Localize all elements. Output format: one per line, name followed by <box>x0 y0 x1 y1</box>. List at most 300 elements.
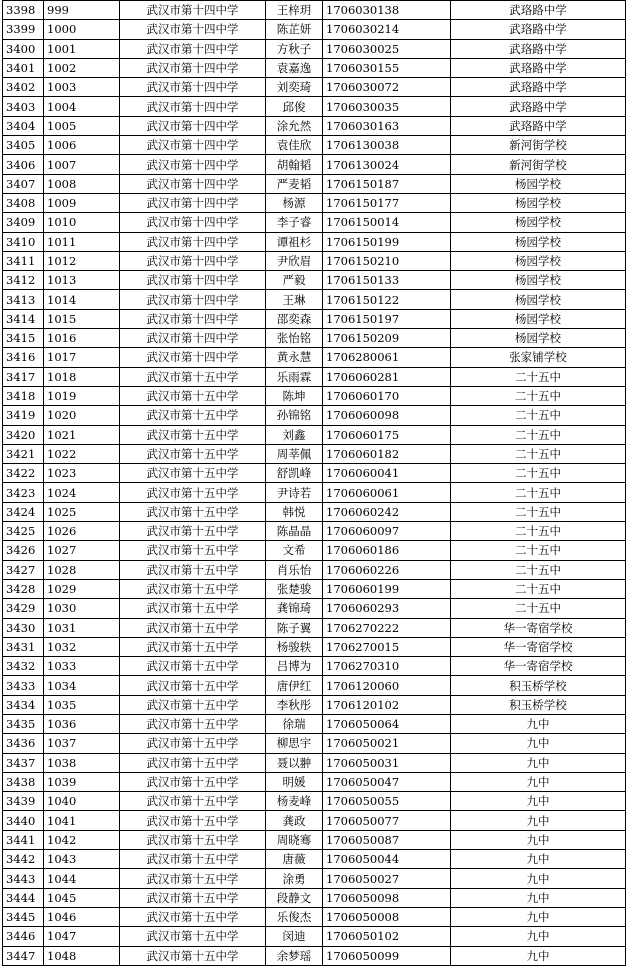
student-id-cell: 1706050098 <box>323 888 451 907</box>
row-index-cell: 3434 <box>3 695 44 714</box>
table-row <box>3 213 626 232</box>
table-row <box>3 251 626 270</box>
table-row <box>3 869 626 888</box>
sequence-cell: 1009 <box>44 193 120 212</box>
sequence-cell: 1022 <box>44 444 120 463</box>
sequence-cell: 1027 <box>44 541 120 560</box>
student-id-cell: 1706060226 <box>323 560 451 579</box>
table-row <box>3 927 626 946</box>
student-id-cell: 1706150197 <box>323 309 451 328</box>
origin-school-cell: 华一寄宿学校 <box>451 637 626 656</box>
table-row <box>3 753 626 772</box>
school-cell: 武汉市第十四中学 <box>120 329 266 348</box>
student-id-cell: 1706150177 <box>323 193 451 212</box>
student-id-cell: 1706030163 <box>323 116 451 135</box>
origin-school-cell: 二十五中 <box>451 483 626 502</box>
sequence-cell: 999 <box>44 1 120 20</box>
sequence-cell: 1033 <box>44 657 120 676</box>
school-cell: 武汉市第十五中学 <box>120 657 266 676</box>
student-name-cell: 段静文 <box>266 888 323 907</box>
row-index-cell: 3417 <box>3 367 44 386</box>
origin-school-cell: 张家铺学校 <box>451 348 626 367</box>
sequence-cell: 1000 <box>44 20 120 39</box>
row-index-cell: 3421 <box>3 444 44 463</box>
sequence-cell: 1039 <box>44 772 120 791</box>
student-id-cell: 1706050027 <box>323 869 451 888</box>
origin-school-cell: 二十五中 <box>451 522 626 541</box>
sequence-cell: 1019 <box>44 386 120 405</box>
student-name-cell: 陈子翼 <box>266 618 323 637</box>
table-row <box>3 618 626 637</box>
school-cell: 武汉市第十五中学 <box>120 444 266 463</box>
school-cell: 武汉市第十五中学 <box>120 907 266 926</box>
student-id-cell: 1706150122 <box>323 290 451 309</box>
table-row <box>3 271 626 290</box>
sequence-cell: 1016 <box>44 329 120 348</box>
sequence-cell: 1035 <box>44 695 120 714</box>
student-id-cell: 1706060098 <box>323 406 451 425</box>
origin-school-cell: 九中 <box>451 850 626 869</box>
sequence-cell: 1015 <box>44 309 120 328</box>
student-id-cell: 1706060182 <box>323 444 451 463</box>
school-cell: 武汉市第十五中学 <box>120 522 266 541</box>
student-id-cell: 1706150210 <box>323 251 451 270</box>
student-id-cell: 1706050044 <box>323 850 451 869</box>
table-row <box>3 309 626 328</box>
table-row <box>3 155 626 174</box>
sequence-cell: 1030 <box>44 599 120 618</box>
table-row <box>3 579 626 598</box>
sequence-cell: 1042 <box>44 830 120 849</box>
student-id-cell: 1706130024 <box>323 155 451 174</box>
student-id-cell: 1706060041 <box>323 464 451 483</box>
sequence-cell: 1045 <box>44 888 120 907</box>
row-index-cell: 3404 <box>3 116 44 135</box>
table-row <box>3 444 626 463</box>
row-index-cell: 3444 <box>3 888 44 907</box>
origin-school-cell: 新河街学校 <box>451 136 626 155</box>
table-row <box>3 348 626 367</box>
student-id-cell: 1706120102 <box>323 695 451 714</box>
sequence-cell: 1025 <box>44 502 120 521</box>
origin-school-cell: 九中 <box>451 907 626 926</box>
table-row <box>3 772 626 791</box>
school-cell: 武汉市第十五中学 <box>120 502 266 521</box>
table-row <box>3 483 626 502</box>
origin-school-cell: 武珞路中学 <box>451 78 626 97</box>
student-id-cell: 1706060293 <box>323 599 451 618</box>
school-cell: 武汉市第十五中学 <box>120 618 266 637</box>
origin-school-cell: 杨园学校 <box>451 271 626 290</box>
student-name-cell: 张怡铭 <box>266 329 323 348</box>
student-name-cell: 聂以翀 <box>266 753 323 772</box>
origin-school-cell: 武珞路中学 <box>451 39 626 58</box>
student-name-cell: 严毅 <box>266 271 323 290</box>
student-id-cell: 1706050055 <box>323 792 451 811</box>
sequence-cell: 1028 <box>44 560 120 579</box>
sequence-cell: 1001 <box>44 39 120 58</box>
admission-table-body <box>3 1 626 966</box>
student-id-cell: 1706150209 <box>323 329 451 348</box>
student-id-cell: 1706030025 <box>323 39 451 58</box>
row-index-cell: 3441 <box>3 830 44 849</box>
school-cell: 武汉市第十四中学 <box>120 116 266 135</box>
table-row <box>3 1 626 20</box>
student-name-cell: 龚政 <box>266 811 323 830</box>
sequence-cell: 1012 <box>44 251 120 270</box>
school-cell: 武汉市第十五中学 <box>120 541 266 560</box>
table-row <box>3 541 626 560</box>
sequence-cell: 1004 <box>44 97 120 116</box>
origin-school-cell: 二十五中 <box>451 444 626 463</box>
student-id-cell: 1706030138 <box>323 1 451 20</box>
origin-school-cell: 武珞路中学 <box>451 97 626 116</box>
origin-school-cell: 杨园学校 <box>451 174 626 193</box>
table-row <box>3 290 626 309</box>
school-cell: 武汉市第十五中学 <box>120 946 266 965</box>
student-name-cell: 舒凯峰 <box>266 464 323 483</box>
origin-school-cell: 九中 <box>451 927 626 946</box>
student-name-cell: 周莘佩 <box>266 444 323 463</box>
row-index-cell: 3413 <box>3 290 44 309</box>
sequence-cell: 1043 <box>44 850 120 869</box>
school-cell: 武汉市第十五中学 <box>120 406 266 425</box>
sequence-cell: 1017 <box>44 348 120 367</box>
student-name-cell: 黄永慧 <box>266 348 323 367</box>
sequence-cell: 1006 <box>44 136 120 155</box>
origin-school-cell: 武珞路中学 <box>451 20 626 39</box>
origin-school-cell: 九中 <box>451 830 626 849</box>
sequence-cell: 1008 <box>44 174 120 193</box>
row-index-cell: 3411 <box>3 251 44 270</box>
origin-school-cell: 二十五中 <box>451 560 626 579</box>
school-cell: 武汉市第十五中学 <box>120 367 266 386</box>
student-name-cell: 柳思宇 <box>266 734 323 753</box>
student-id-cell: 1706050099 <box>323 946 451 965</box>
row-index-cell: 3436 <box>3 734 44 753</box>
table-row <box>3 502 626 521</box>
origin-school-cell: 二十五中 <box>451 579 626 598</box>
origin-school-cell: 九中 <box>451 811 626 830</box>
row-index-cell: 3432 <box>3 657 44 676</box>
sequence-cell: 1023 <box>44 464 120 483</box>
row-index-cell: 3440 <box>3 811 44 830</box>
origin-school-cell: 华一寄宿学校 <box>451 657 626 676</box>
student-name-cell: 韩悦 <box>266 502 323 521</box>
school-cell: 武汉市第十四中学 <box>120 348 266 367</box>
row-index-cell: 3400 <box>3 39 44 58</box>
row-index-cell: 3429 <box>3 599 44 618</box>
sequence-cell: 1005 <box>44 116 120 135</box>
student-name-cell: 周晓骞 <box>266 830 323 849</box>
table-row <box>3 20 626 39</box>
student-id-cell: 1706050031 <box>323 753 451 772</box>
student-id-cell: 1706050087 <box>323 830 451 849</box>
school-cell: 武汉市第十五中学 <box>120 676 266 695</box>
school-cell: 武汉市第十五中学 <box>120 753 266 772</box>
student-id-cell: 1706270310 <box>323 657 451 676</box>
table-row <box>3 946 626 965</box>
student-id-cell: 1706150187 <box>323 174 451 193</box>
table-row <box>3 193 626 212</box>
origin-school-cell: 九中 <box>451 792 626 811</box>
student-id-cell: 1706030214 <box>323 20 451 39</box>
admission-table <box>2 0 626 966</box>
origin-school-cell: 杨园学校 <box>451 309 626 328</box>
row-index-cell: 3408 <box>3 193 44 212</box>
origin-school-cell: 九中 <box>451 772 626 791</box>
student-id-cell: 1706060199 <box>323 579 451 598</box>
sequence-cell: 1046 <box>44 907 120 926</box>
school-cell: 武汉市第十四中学 <box>120 251 266 270</box>
row-index-cell: 3415 <box>3 329 44 348</box>
sequence-cell: 1034 <box>44 676 120 695</box>
student-id-cell: 1706280061 <box>323 348 451 367</box>
student-id-cell: 1706030035 <box>323 97 451 116</box>
school-cell: 武汉市第十五中学 <box>120 830 266 849</box>
student-id-cell: 1706050077 <box>323 811 451 830</box>
student-name-cell: 陈晶晶 <box>266 522 323 541</box>
student-name-cell: 邱俊 <box>266 97 323 116</box>
student-id-cell: 1706050021 <box>323 734 451 753</box>
origin-school-cell: 二十五中 <box>451 502 626 521</box>
student-name-cell: 刘鑫 <box>266 425 323 444</box>
student-id-cell: 1706150014 <box>323 213 451 232</box>
row-index-cell: 3405 <box>3 136 44 155</box>
sequence-cell: 1048 <box>44 946 120 965</box>
school-cell: 武汉市第十五中学 <box>120 483 266 502</box>
table-row <box>3 792 626 811</box>
row-index-cell: 3399 <box>3 20 44 39</box>
student-name-cell: 闵迪 <box>266 927 323 946</box>
origin-school-cell: 武珞路中学 <box>451 1 626 20</box>
row-index-cell: 3414 <box>3 309 44 328</box>
school-cell: 武汉市第十五中学 <box>120 850 266 869</box>
student-name-cell: 陈芷妍 <box>266 20 323 39</box>
school-cell: 武汉市第十四中学 <box>120 155 266 174</box>
row-index-cell: 3439 <box>3 792 44 811</box>
origin-school-cell: 九中 <box>451 753 626 772</box>
student-name-cell: 袁佳欣 <box>266 136 323 155</box>
table-row <box>3 406 626 425</box>
student-id-cell: 1706030155 <box>323 58 451 77</box>
sequence-cell: 1021 <box>44 425 120 444</box>
row-index-cell: 3403 <box>3 97 44 116</box>
origin-school-cell: 武珞路中学 <box>451 116 626 135</box>
student-name-cell: 文希 <box>266 541 323 560</box>
student-id-cell: 1706060242 <box>323 502 451 521</box>
table-row <box>3 734 626 753</box>
row-index-cell: 3419 <box>3 406 44 425</box>
table-row <box>3 560 626 579</box>
row-index-cell: 3431 <box>3 637 44 656</box>
row-index-cell: 3406 <box>3 155 44 174</box>
table-row <box>3 850 626 869</box>
origin-school-cell: 九中 <box>451 888 626 907</box>
student-name-cell: 李秋彤 <box>266 695 323 714</box>
row-index-cell: 3409 <box>3 213 44 232</box>
school-cell: 武汉市第十五中学 <box>120 734 266 753</box>
table-row <box>3 657 626 676</box>
school-cell: 武汉市第十五中学 <box>120 869 266 888</box>
student-id-cell: 1706060097 <box>323 522 451 541</box>
student-id-cell: 1706270222 <box>323 618 451 637</box>
student-name-cell: 杨麦峰 <box>266 792 323 811</box>
school-cell: 武汉市第十五中学 <box>120 425 266 444</box>
school-cell: 武汉市第十四中学 <box>120 309 266 328</box>
table-row <box>3 39 626 58</box>
student-id-cell: 1706050064 <box>323 714 451 733</box>
sequence-cell: 1018 <box>44 367 120 386</box>
sequence-cell: 1013 <box>44 271 120 290</box>
sequence-cell: 1047 <box>44 927 120 946</box>
origin-school-cell: 二十五中 <box>451 367 626 386</box>
school-cell: 武汉市第十四中学 <box>120 232 266 251</box>
table-row <box>3 811 626 830</box>
row-index-cell: 3424 <box>3 502 44 521</box>
table-row <box>3 136 626 155</box>
school-cell: 武汉市第十四中学 <box>120 39 266 58</box>
table-row <box>3 232 626 251</box>
sequence-cell: 1002 <box>44 58 120 77</box>
origin-school-cell: 二十五中 <box>451 425 626 444</box>
student-name-cell: 吕博为 <box>266 657 323 676</box>
origin-school-cell: 武珞路中学 <box>451 58 626 77</box>
school-cell: 武汉市第十五中学 <box>120 888 266 907</box>
origin-school-cell: 华一寄宿学校 <box>451 618 626 637</box>
origin-school-cell: 积玉桥学校 <box>451 676 626 695</box>
row-index-cell: 3433 <box>3 676 44 695</box>
student-name-cell: 刘奕琦 <box>266 78 323 97</box>
school-cell: 武汉市第十四中学 <box>120 20 266 39</box>
sequence-cell: 1029 <box>44 579 120 598</box>
origin-school-cell: 九中 <box>451 714 626 733</box>
student-name-cell: 涂允然 <box>266 116 323 135</box>
student-id-cell: 1706060061 <box>323 483 451 502</box>
table-row <box>3 174 626 193</box>
sequence-cell: 1037 <box>44 734 120 753</box>
student-name-cell: 尹欣眉 <box>266 251 323 270</box>
student-id-cell: 1706030072 <box>323 78 451 97</box>
student-name-cell: 王梓玥 <box>266 1 323 20</box>
row-index-cell: 3445 <box>3 907 44 926</box>
table-row <box>3 695 626 714</box>
school-cell: 武汉市第十四中学 <box>120 78 266 97</box>
student-name-cell: 涂勇 <box>266 869 323 888</box>
school-cell: 武汉市第十五中学 <box>120 927 266 946</box>
student-name-cell: 尹诗若 <box>266 483 323 502</box>
student-id-cell: 1706130038 <box>323 136 451 155</box>
row-index-cell: 3427 <box>3 560 44 579</box>
table-row <box>3 599 626 618</box>
table-row <box>3 676 626 695</box>
row-index-cell: 3416 <box>3 348 44 367</box>
student-name-cell: 严麦韬 <box>266 174 323 193</box>
sequence-cell: 1011 <box>44 232 120 251</box>
sequence-cell: 1044 <box>44 869 120 888</box>
student-id-cell: 1706050102 <box>323 927 451 946</box>
sequence-cell: 1020 <box>44 406 120 425</box>
student-id-cell: 1706060175 <box>323 425 451 444</box>
school-cell: 武汉市第十四中学 <box>120 58 266 77</box>
row-index-cell: 3426 <box>3 541 44 560</box>
student-id-cell: 1706270015 <box>323 637 451 656</box>
origin-school-cell: 杨园学校 <box>451 232 626 251</box>
student-id-cell: 1706060281 <box>323 367 451 386</box>
student-name-cell: 陈坤 <box>266 386 323 405</box>
sequence-cell: 1041 <box>44 811 120 830</box>
row-index-cell: 3407 <box>3 174 44 193</box>
student-id-cell: 1706150133 <box>323 271 451 290</box>
student-name-cell: 方秋子 <box>266 39 323 58</box>
school-cell: 武汉市第十四中学 <box>120 271 266 290</box>
student-name-cell: 余梦瑶 <box>266 946 323 965</box>
student-id-cell: 1706050047 <box>323 772 451 791</box>
table-row <box>3 907 626 926</box>
school-cell: 武汉市第十五中学 <box>120 811 266 830</box>
row-index-cell: 3402 <box>3 78 44 97</box>
school-cell: 武汉市第十四中学 <box>120 213 266 232</box>
origin-school-cell: 二十五中 <box>451 464 626 483</box>
origin-school-cell: 杨园学校 <box>451 290 626 309</box>
student-id-cell: 1706150199 <box>323 232 451 251</box>
school-cell: 武汉市第十四中学 <box>120 136 266 155</box>
student-id-cell: 1706060170 <box>323 386 451 405</box>
school-cell: 武汉市第十五中学 <box>120 599 266 618</box>
school-cell: 武汉市第十五中学 <box>120 772 266 791</box>
table-row <box>3 522 626 541</box>
school-cell: 武汉市第十五中学 <box>120 464 266 483</box>
origin-school-cell: 九中 <box>451 734 626 753</box>
row-index-cell: 3437 <box>3 753 44 772</box>
table-row <box>3 425 626 444</box>
row-index-cell: 3446 <box>3 927 44 946</box>
student-name-cell: 杨骏轶 <box>266 637 323 656</box>
school-cell: 武汉市第十四中学 <box>120 97 266 116</box>
school-cell: 武汉市第十五中学 <box>120 560 266 579</box>
row-index-cell: 3425 <box>3 522 44 541</box>
school-cell: 武汉市第十五中学 <box>120 714 266 733</box>
row-index-cell: 3418 <box>3 386 44 405</box>
origin-school-cell: 杨园学校 <box>451 251 626 270</box>
student-name-cell: 李子睿 <box>266 213 323 232</box>
student-name-cell: 徐瑞 <box>266 714 323 733</box>
school-cell: 武汉市第十四中学 <box>120 1 266 20</box>
origin-school-cell: 杨园学校 <box>451 193 626 212</box>
sequence-cell: 1036 <box>44 714 120 733</box>
table-row <box>3 367 626 386</box>
table-row <box>3 58 626 77</box>
row-index-cell: 3428 <box>3 579 44 598</box>
table-row <box>3 78 626 97</box>
row-index-cell: 3401 <box>3 58 44 77</box>
row-index-cell: 3398 <box>3 1 44 20</box>
sequence-cell: 1031 <box>44 618 120 637</box>
origin-school-cell: 二十五中 <box>451 541 626 560</box>
sequence-cell: 1024 <box>44 483 120 502</box>
table-row <box>3 386 626 405</box>
school-cell: 武汉市第十五中学 <box>120 792 266 811</box>
student-name-cell: 乐雨霖 <box>266 367 323 386</box>
school-cell: 武汉市第十四中学 <box>120 290 266 309</box>
origin-school-cell: 二十五中 <box>451 406 626 425</box>
school-cell: 武汉市第十五中学 <box>120 579 266 598</box>
school-cell: 武汉市第十五中学 <box>120 386 266 405</box>
student-name-cell: 明媛 <box>266 772 323 791</box>
student-name-cell: 张楚骏 <box>266 579 323 598</box>
origin-school-cell: 九中 <box>451 946 626 965</box>
row-index-cell: 3420 <box>3 425 44 444</box>
